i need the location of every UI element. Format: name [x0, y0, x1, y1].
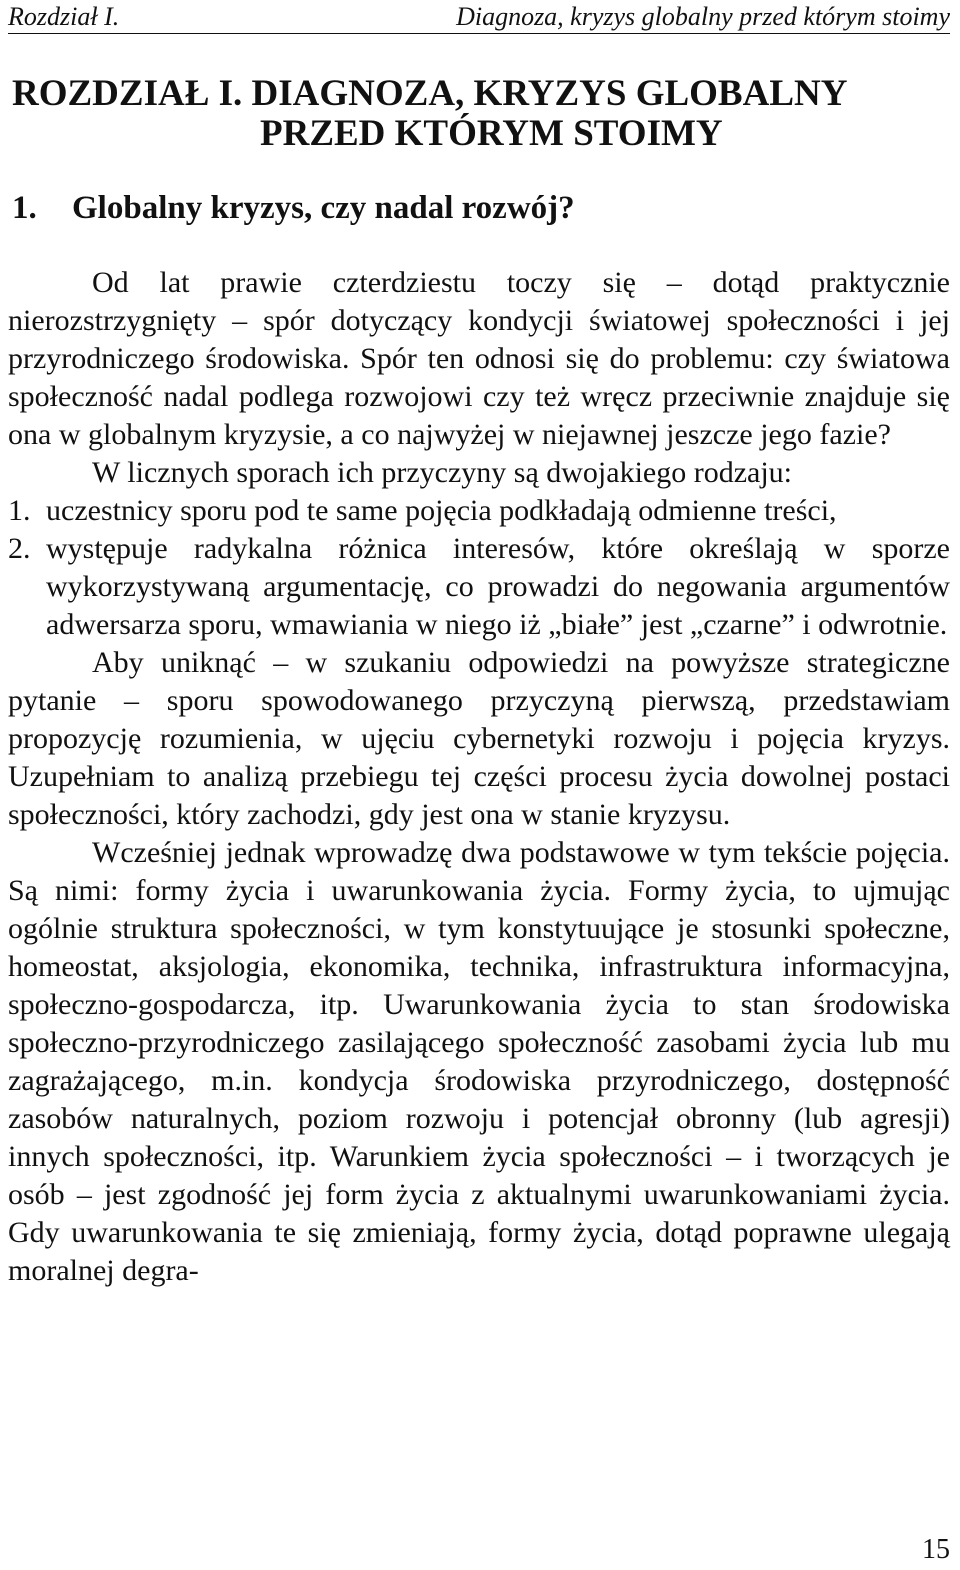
page-number: 15 [922, 1534, 950, 1565]
section-number: 1. [12, 190, 37, 226]
list-item [8, 530, 950, 644]
section-heading [12, 188, 575, 228]
list-item-number: 1. [8, 494, 31, 527]
list-item-text: występuje radykalna różnica interesów, które określają w sporze wykorzystywaną argumentację, co prowadzi do negowania argumentów adwersarza sporu, wmawiania w niego iż „białe” jest „czarne” i odwrotnie. [46, 532, 950, 641]
list-item-number: 2. [8, 532, 31, 565]
section-title: Globalny kryzys, czy nadal rozwój? [72, 190, 575, 226]
paragraph-4: Wcześniej jednak wprowadzę dwa podstawowe w tym tekście pojęcia. Są nimi: formy życia i uwarunkowania życia. Formy życia, to ujmując ogólnie struktura społeczności, w tym konstytuujące je stosunki społeczne, homeostat, aksjologia, ekonomika, technika, infrastruktura informacyjna, społeczno-gospodarcza, itp. Uwarunkowania życia to stan środowiska społeczno-przyrodniczego zasilającego społeczność zasobami życia lub mu zagrażającego, m.in. kondycja środowiska przyrodniczego, dostępność zasobów naturalnych, poziom rozwoju i potencjał obronny (lub agresji) innych społeczności, itp. Warunkiem życia społeczności – i tworzących je osób – jest zgodność jej form życia z aktualnymi uwarunkowaniami życia. Gdy uwarunkowania te się zmieniają, formy życia, dotąd poprawne ulegają moralnej degra- [8, 836, 950, 1287]
paragraph-2: W licznych sporach ich przyczyny są dwojakiego rodzaju: [92, 456, 793, 489]
list-item-text: uczestnicy sporu pod te same pojęcia podkładają odmienne treści, [46, 494, 837, 527]
header-chapter-title: Diagnoza, kryzys globalny przed którym stoimy [456, 2, 950, 31]
chapter-title [8, 74, 952, 154]
chapter-title-line-1: ROZDZIAŁ I. DIAGNOZA, KRYZYS GLOBALNY [12, 73, 848, 114]
header-chapter-label: Rozdział I. [8, 2, 120, 31]
header-rule [8, 33, 950, 34]
body-text [8, 264, 950, 1290]
running-header [8, 2, 950, 32]
paragraph-1: Od lat prawie czterdziestu toczy się – dotąd praktycznie nierozstrzygnięty – spór dotyczący kondycji światowej społeczności i jej przyrodniczego środowiska. Spór ten odnosi się do problemu: czy światowa społeczność nadal podlega rozwojowi czy też wręcz przeciwnie znajduje się ona w globalnym kryzysie, a co najwyżej w niejawnej jeszcze jego fazie? [8, 266, 950, 451]
chapter-title-line-2: PRZED KTÓRYM STOIMY [260, 113, 723, 154]
list-item [8, 492, 950, 530]
paragraph-3: Aby uniknąć – w szukaniu odpowiedzi na powyższe strategiczne pytanie – sporu spowodowanego przyczyną pierwszą, przedstawiam propozycję rozumienia, w ujęciu cybernetyki rozwoju i pojęcia kryzys. Uzupełniam to analizą przebiegu tej części procesu życia dowolnej postaci społeczności, który zachodzi, gdy jest ona w stanie kryzysu. [8, 646, 950, 831]
